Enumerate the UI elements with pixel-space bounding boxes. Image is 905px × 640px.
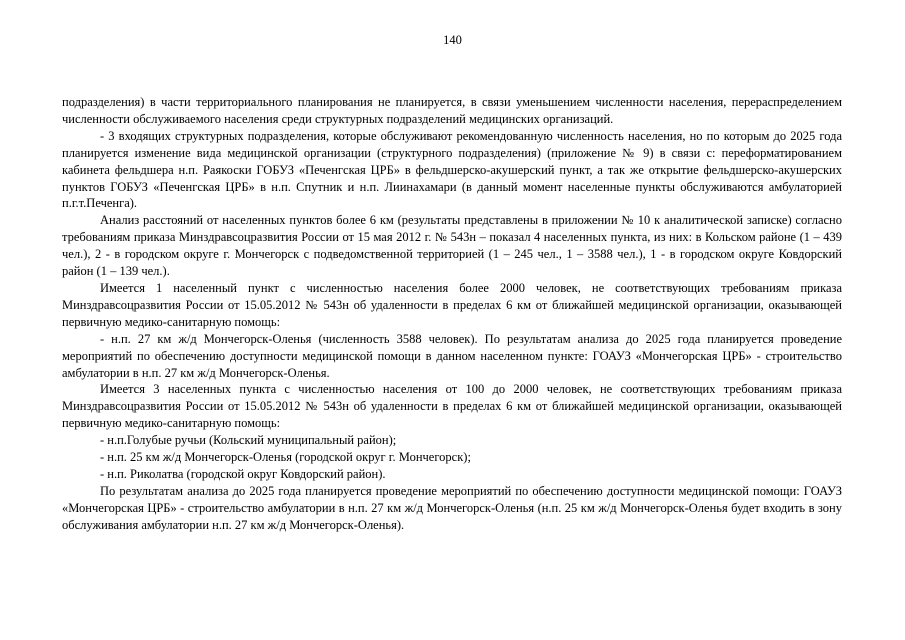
paragraph-conclusion: По результатам анализа до 2025 года планируется проведение мероприятий по обеспечению доступности медицинской помощи: ГОАУЗ «Мончегорская ЦРБ» - строительство амбулатории в н.п. 27 км ж/д Мончегорск-Оленья (н.п. 25 км ж/д Мончегорск-Оленья будет входить в зону обслуживания амбулатории н.п. 27 км ж/д Мончегорск-Оленья).	[62, 483, 842, 532]
paragraph-100-to-2000: Имеется 3 населенных пункта с численностью населения от 100 до 2000 человек, не соответствующих требованиям приказа Минздравсоцразвития России от 15.05.2012 № 543н об удаленности в пределах 6 км от ближайшей медицинской организации, оказывающей первичную медико-санитарную помощь:	[62, 382, 842, 431]
paragraph-distance-analysis: Анализ расстояний от населенных пунктов более 6 км (результаты представлены в приложении № 10 к аналитической записке) согласно требованиям приказа Минздравсоцразвития России от 15 мая 2012 г. № 543н – показал 4 населенных пункта, из них: в Кольском районе (1 – 439 чел.), 2 - в городском округе г. Мончегорск с подведомственной территорией (1 – 245 чел., 1 – 3588 чел.), 1 - в городском округе Ковдорский район (1 – 139 чел.).	[62, 213, 842, 279]
page-number: 140	[443, 33, 462, 47]
paragraph-continuation: подразделения) в части территориального планирования не планируется, в связи уменьшением численности населения, перераспределением численности обслуживаемого населения среди структурных подразделений медицинских организаций.	[62, 95, 842, 126]
paragraph-over-2000: Имеется 1 населенный пункт с численностью населения более 2000 человек, не соответствующих требованиям приказа Минздравсоцразвития России от 15.05.2012 № 543н об удаленности в пределах 6 км от ближайшей медицинской организации, оказывающей первичную медико-санитарную помощь:	[62, 280, 842, 329]
list-item-rikolatva: - н.п. Риколатва (городской округ Ковдорский район).	[100, 466, 386, 481]
list-item-27km: - н.п. 27 км ж/д Мончегорск-Оленья (численность 3588 человек). По результатам анализа до 2025 года планируется проведение мероприятий по обеспечению доступности медицинской помощи в данном населенном пункте: ГОАУЗ «Мончегорская ЦРБ» - строительство амбулатории в н.п. 27 км ж/д Мончегорск-Оленья.	[62, 331, 842, 380]
body-text	[62, 94, 842, 534]
list-item-25km: - н.п. 25 км ж/д Мончегорск-Оленья (городской округ г. Мончегорск);	[100, 450, 471, 465]
list-item-golubye-ruchyi: - н.п.Голубые ручьи (Кольский муниципальный район);	[100, 433, 397, 448]
paragraph-structural-units: - 3 входящих структурных подразделения, которые обслуживают рекомендованную численность населения, но по которым до 2025 года планируется изменение вида медицинской организации (структурного подразделения) (приложение № 9) в связи с: переформатированием кабинета фельдшера н.п. Раякоски ГОБУЗ «Печенгская ЦРБ» в фельдшерско-акушерский пункт, а так же открытие фельдшерско-акушерских пунктов ГОБУЗ «Печенгская ЦРБ» в н.п. Спутник и н.п. Лиинахамари (в данный момент населенные пункты обслуживаются амбулаторией п.г.т.Печенга).	[62, 128, 842, 211]
